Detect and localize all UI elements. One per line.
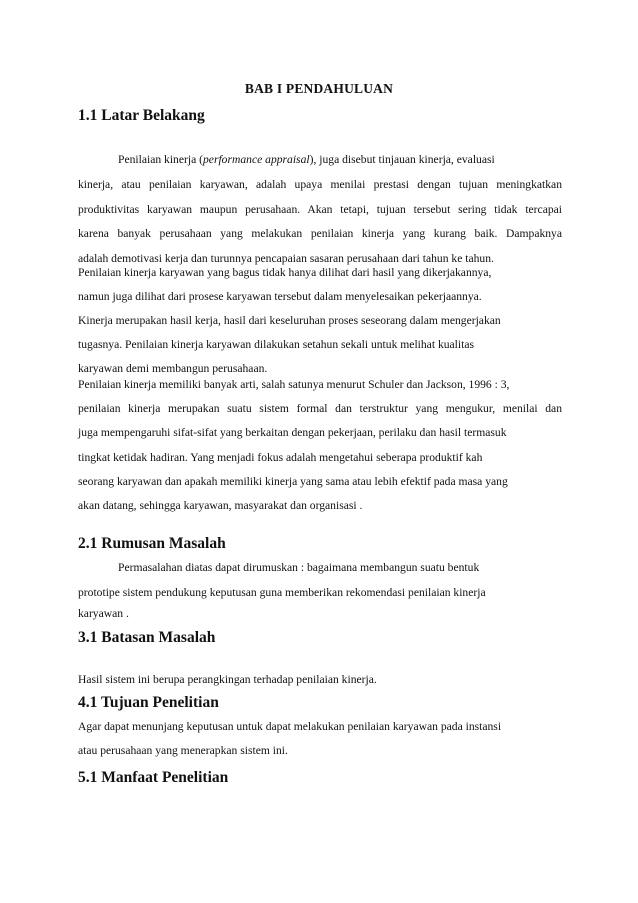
paragraph-line: atau perusahaan yang menerapkan sistem ini. xyxy=(78,744,288,757)
section-heading-latar-belakang: 1.1 Latar Belakang xyxy=(78,107,205,124)
paragraph-line: Kinerja merupakan hasil kerja, hasil dari keseluruhan proses seseorang dalam mengerjakan xyxy=(78,314,501,327)
section-heading-manfaat-penelitian: 5.1 Manfaat Penelitian xyxy=(78,769,229,786)
paragraph-line: karyawan demi membangun perusahaan. xyxy=(78,362,268,375)
paragraph-line: karena banyak perusahaan yang melakukan penilaian kinerja yang kurang baik. Dampaknya xyxy=(78,227,562,240)
section-heading-batasan-masalah: 3.1 Batasan Masalah xyxy=(78,629,216,646)
section-heading-rumusan-masalah: 2.1 Rumusan Masalah xyxy=(78,535,226,552)
paragraph-line: prototipe sistem pendukung keputusan guna memberikan rekomendasi penilaian kinerja xyxy=(78,586,486,599)
paragraph-line: seorang karyawan dan apakah memiliki kinerja yang sama atau lebih efektif pada masa yang xyxy=(78,475,508,488)
paragraph-line: Hasil sistem ini berupa perangkingan terhadap penilaian kinerja. xyxy=(78,673,377,686)
paragraph-line: namun juga dilihat dari prosese karyawan tersebut dalam menyelesaikan pekerjaannya. xyxy=(78,290,482,303)
italic-term: performance appraisal xyxy=(203,153,310,166)
paragraph-line: Penilaian kinerja (performance appraisal), juga disebut tinjauan kinerja, evaluasi xyxy=(118,153,495,166)
paragraph-line: Permasalahan diatas dapat dirumuskan : bagaimana membangun suatu bentuk xyxy=(118,561,480,574)
paragraph-line: penilaian kinerja merupakan suatu sistem formal dan terstruktur yang mengukur, menilai dan xyxy=(78,402,562,415)
paragraph-line: akan datang, sehingga karyawan, masyarakat dan organisasi . xyxy=(78,499,363,512)
paragraph-line: tingkat ketidak hadiran. Yang menjadi fokus adalah mengetahui seberapa produktif kah xyxy=(78,451,483,464)
paragraph-line: tugasnya. Penilaian kinerja karyawan dilakukan setahun sekali untuk melihat kualitas xyxy=(78,338,475,351)
chapter-title: BAB I PENDAHULUAN xyxy=(244,81,394,96)
section-heading-tujuan-penelitian: 4.1 Tujuan Penelitian xyxy=(78,694,219,711)
paragraph-line: adalah demotivasi kerja dan turunnya pencapaian sasaran perusahaan dari tahun ke tahun. xyxy=(78,252,494,265)
paragraph-line: kinerja, atau penilaian karyawan, adalah upaya menilai prestasi dengan tujuan meningkatkan xyxy=(78,178,562,191)
paragraph-line: Penilaian kinerja karyawan yang bagus tidak hanya dilihat dari hasil yang dikerjakannya, xyxy=(78,266,492,279)
paragraph-line: Penilaian kinerja memiliki banyak arti, salah satunya menurut Schuler dan Jackson, 1996 : 3, xyxy=(78,378,510,391)
paragraph-line: Agar dapat menunjang keputusan untuk dapat melakukan penilaian karyawan pada instansi xyxy=(78,720,502,733)
paragraph-line: juga mempengaruhi sifat-sifat yang berkaitan dengan pekerjaan, perilaku dan hasil termasuk xyxy=(78,426,507,439)
paragraph-line: produktivitas karyawan maupun perusahaan. Akan tetapi, tujuan tersebut sering tidak tercapai xyxy=(78,203,562,216)
paragraph-line: karyawan . xyxy=(78,607,129,620)
